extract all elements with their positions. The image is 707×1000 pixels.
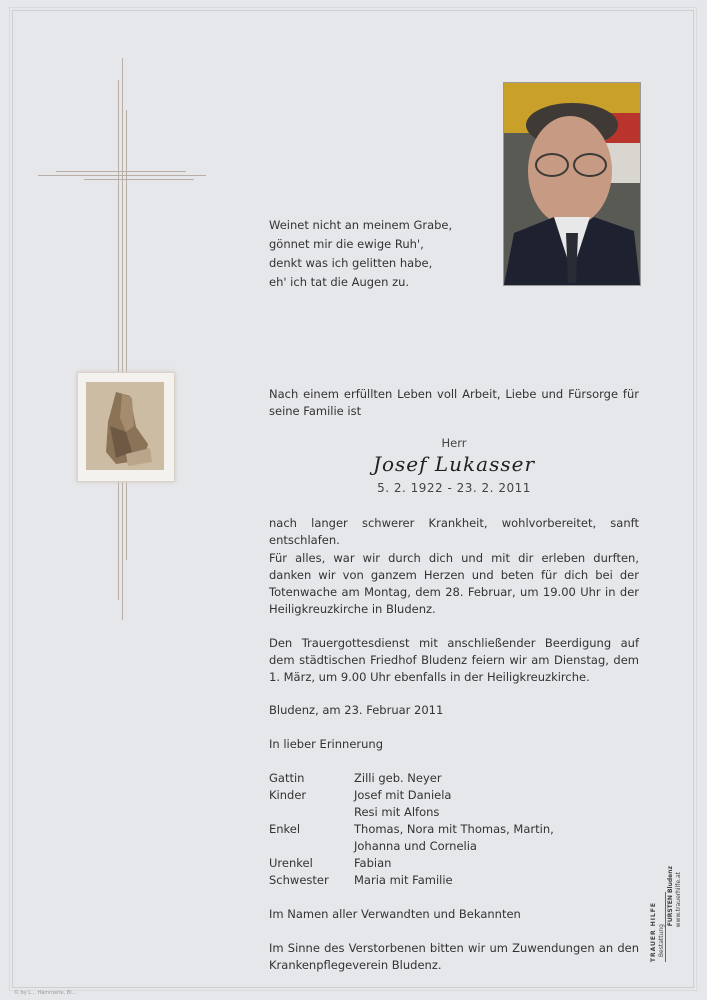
family-row [269, 855, 639, 872]
poem [269, 216, 489, 292]
relation-label: Kinder [269, 788, 307, 802]
funeral-text: Den Trauergottesdienst mit anschließender Beerdigung auf dem städtischen Friedhof Bludenz feiern wir am Dienstag, dem 1. März, um 9.00 Uhr ebenfalls in der Heiligkreuzkirche. [269, 636, 639, 684]
thanks-text: Für alles, war wir durch dich und mit dir erleben durften, danken wir von ganzem Herzen und beten für dich bei der Totenwache am Montag, dem 28. Februar, um 19.00 Uhr in der Heiligkreuzkirche in Bludenz. [269, 551, 639, 616]
logo-line: Bestattung [658, 924, 665, 958]
relation-label: Gattin [269, 771, 305, 785]
family-names: Johanna und Cornelia [354, 839, 477, 853]
family-names: Fabian [354, 856, 392, 870]
family-list [269, 770, 639, 889]
relation-label: Urenkel [269, 856, 313, 870]
funeral-home-logo [650, 862, 684, 972]
memory-text: In lieber Erinnerung [269, 737, 384, 751]
place-date: Bludenz, am 23. Februar 2011 [269, 703, 444, 717]
poem-line: Weinet nicht an meinem Grabe, [269, 218, 453, 232]
logo-line: FÜRSTEN Bludenz [667, 866, 674, 927]
portrait-photo [503, 82, 641, 286]
logo-line: www.trauerhilfe.at [675, 872, 682, 928]
family-names: Josef mit Daniela [354, 788, 452, 802]
family-row [269, 787, 639, 821]
family-names: Resi mit Alfons [354, 805, 440, 819]
family-names: Thomas, Nora mit Thomas, Martin, [354, 822, 554, 836]
family-names: Maria mit Familie [354, 873, 453, 887]
family-row [269, 770, 639, 787]
passing-text: nach langer schwerer Krankheit, wohlvorbereitet, sanft entschlafen. [269, 516, 639, 547]
relation-label: Enkel [269, 822, 301, 836]
logo-line: TRAUER HILFE [650, 902, 657, 963]
family-row [269, 872, 639, 889]
poem-line: gönnet mir die ewige Ruh', [269, 237, 424, 251]
donation-text: Im Sinne des Verstorbenen bitten wir um Zuwendungen an den Krankenpflegeverein Bludenz. [269, 941, 639, 972]
poem-line: eh' ich tat die Augen zu. [269, 275, 410, 289]
relatives-text: Im Namen aller Verwandten und Bekannten [269, 907, 521, 921]
footer-credit: © by L... Hämmerle, Bl... [14, 990, 77, 996]
salutation: Herr [441, 436, 467, 450]
poem-line: denkt was ich gelitten habe, [269, 256, 433, 270]
praying-hands-image [77, 372, 175, 482]
relation-label: Schwester [269, 873, 329, 887]
life-dates: 5. 2. 1922 - 23. 2. 2011 [377, 481, 531, 495]
intro-text: Nach einem erfüllten Leben voll Arbeit, Liebe und Fürsorge für seine Familie ist [269, 387, 639, 418]
family-names: Zilli geb. Neyer [354, 771, 442, 785]
family-row [269, 821, 639, 855]
deceased-name: Josef Lukasser [372, 452, 536, 476]
